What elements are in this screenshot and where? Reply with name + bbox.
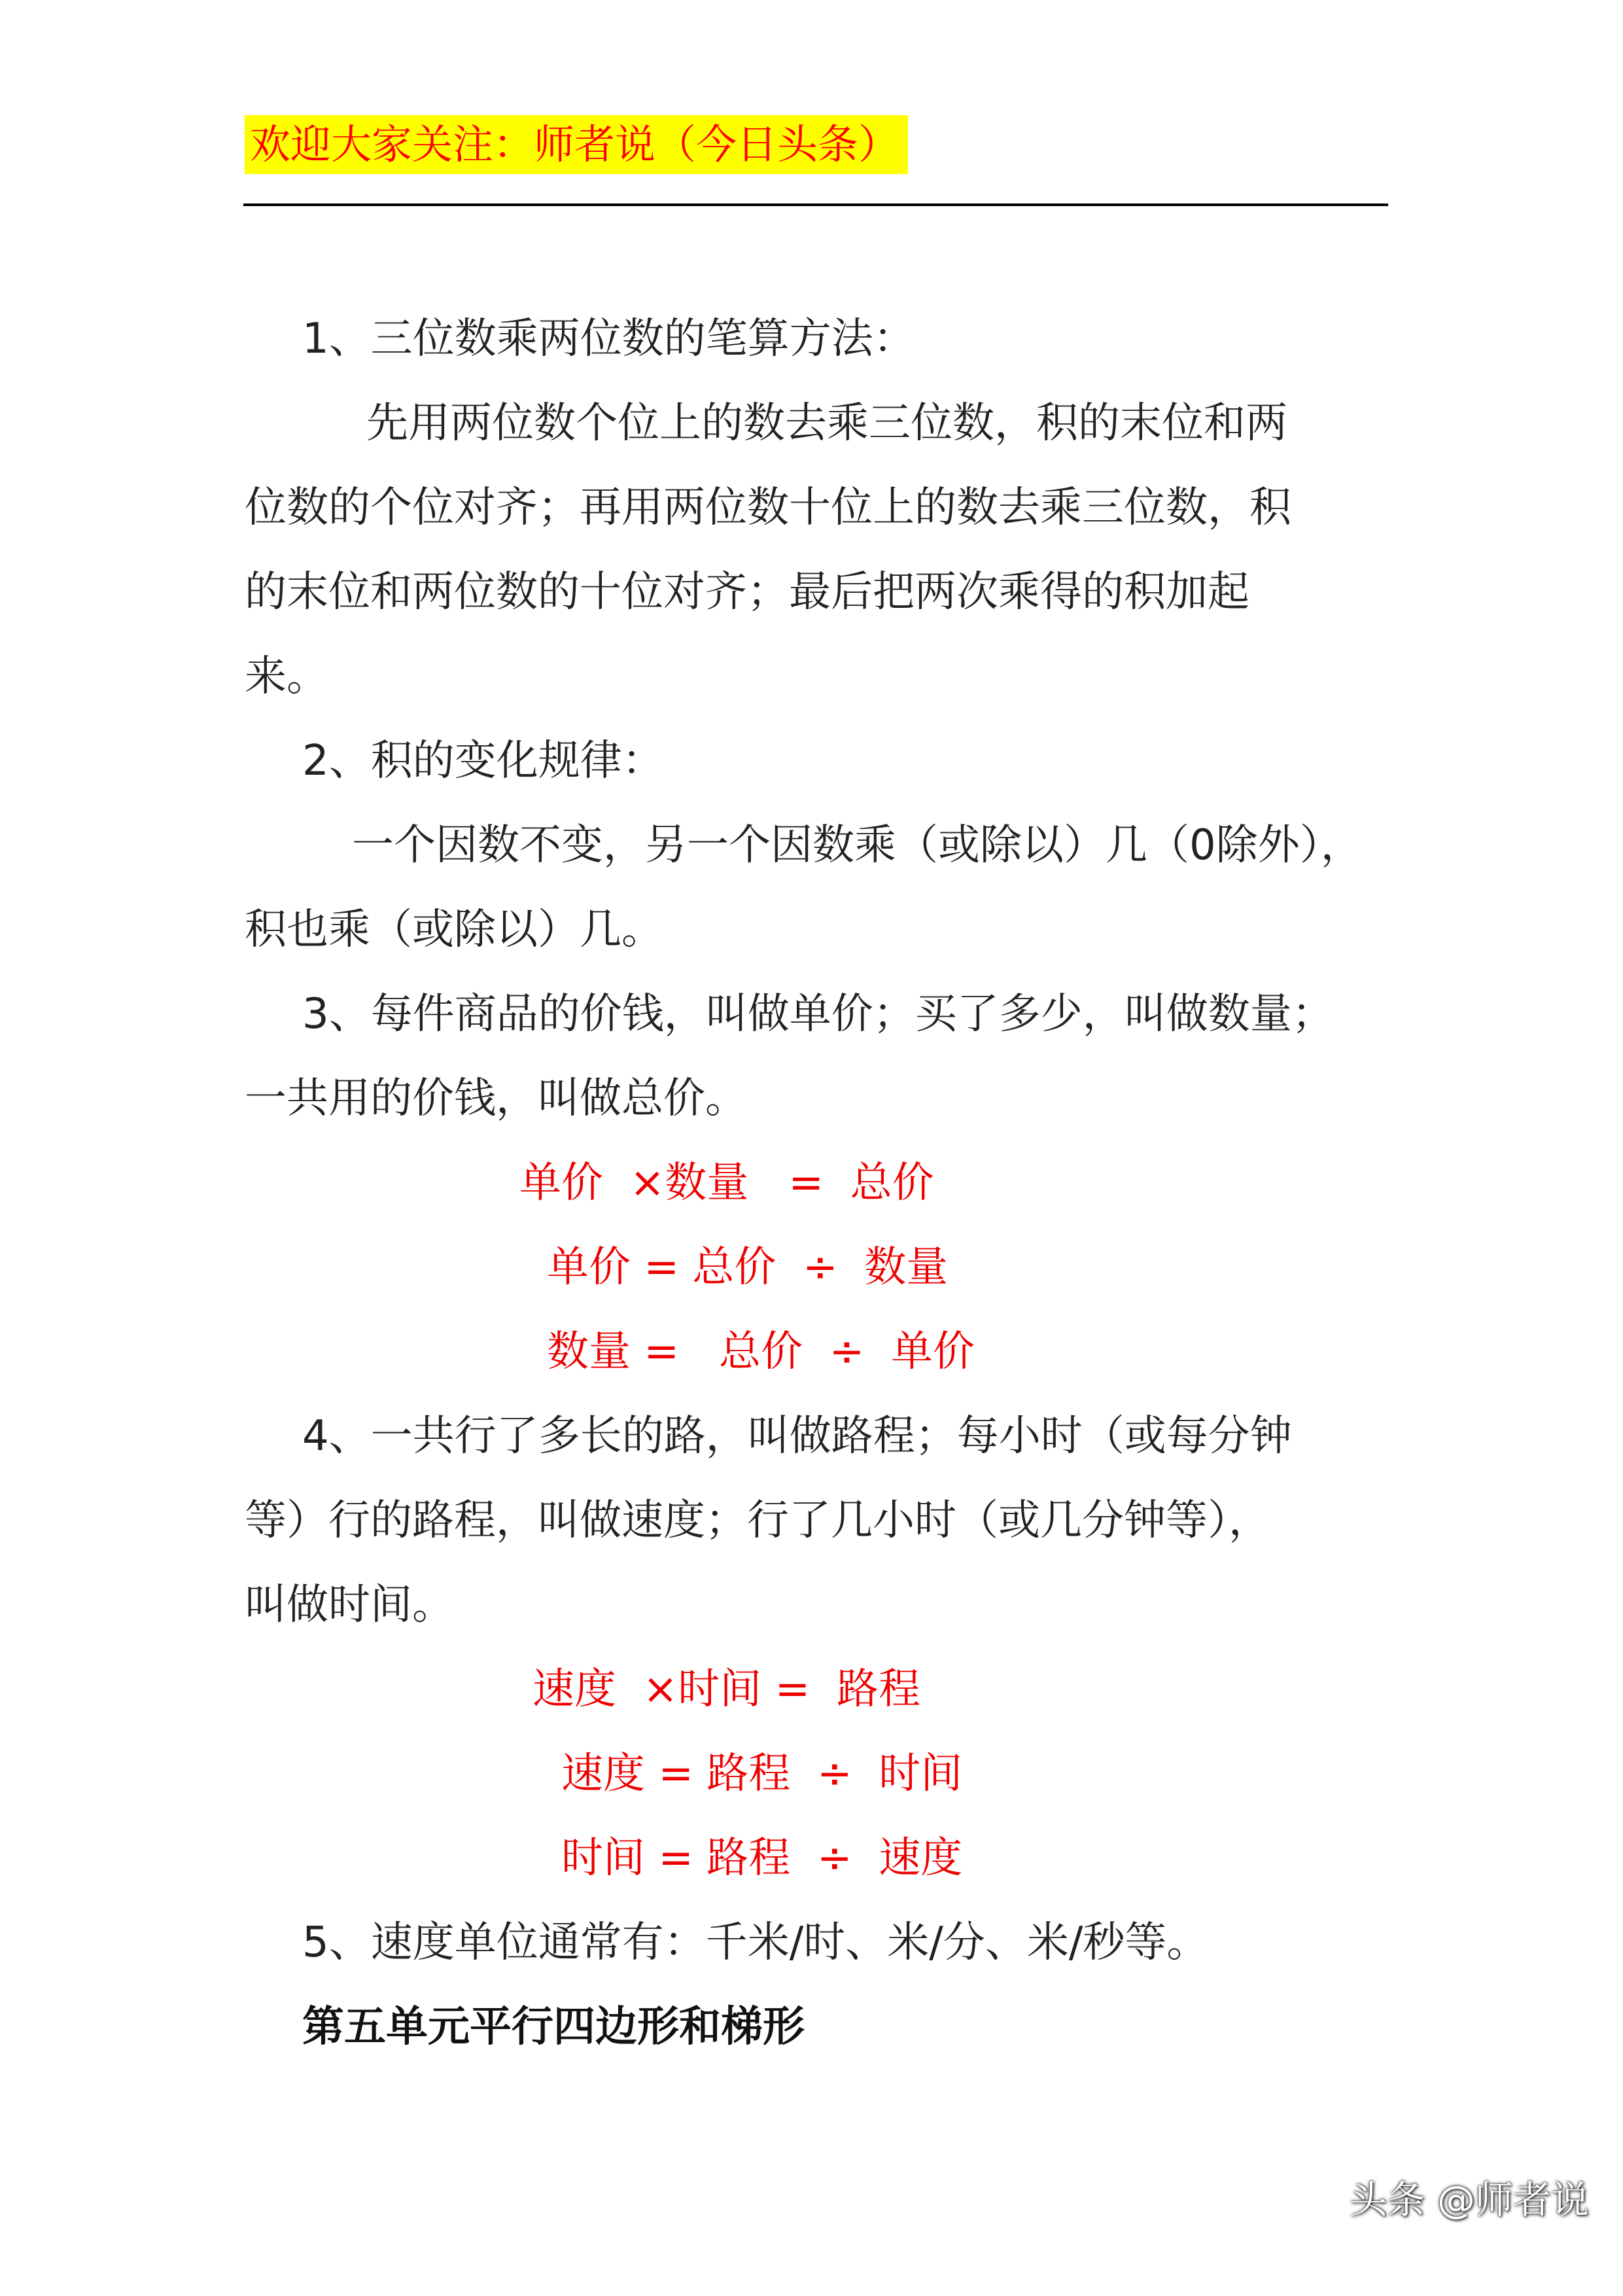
section-3-line: 一共用的价钱，叫做总价。 <box>245 1074 747 1123</box>
header-banner: 欢迎大家关注：师者说（今日头条） <box>245 115 908 174</box>
section-2-line: 一个因数不变，另一个因数乘（或除以）几（0除外）， <box>352 821 1363 870</box>
formula-unit-price: 单价 = 总价 ÷ 数量 <box>547 1243 949 1292</box>
header-divider <box>243 203 1388 206</box>
section-2-title: 2、积的变化规律： <box>302 737 664 785</box>
section-4-line: 叫做时间。 <box>245 1581 454 1629</box>
section-1-line: 位数的个位对齐；再用两位数十位上的数去乘三位数，积 <box>245 484 1291 532</box>
unit-title: 第五单元平行四边形和梯形 <box>302 2003 805 2051</box>
section-1-line: 的末位和两位数的十位对齐；最后把两次乘得的积加起 <box>245 568 1249 616</box>
section-4-line: 4、一共行了多长的路，叫做路程；每小时（或每分钟 <box>302 1412 1292 1460</box>
formula-time: 时间 = 路程 ÷ 速度 <box>561 1834 963 1882</box>
formula-total-price: 单价 ×数量 = 总价 <box>519 1159 934 1207</box>
section-3-line: 3、每件商品的价钱，叫做单价；买了多少，叫做数量； <box>302 990 1334 1038</box>
section-1-line: 先用两位数个位上的数去乘三位数，积的末位和两 <box>366 399 1287 448</box>
section-1-title: 1、三位数乘两位数的笔算方法： <box>302 315 915 363</box>
formula-speed: 速度 = 路程 ÷ 时间 <box>561 1750 963 1798</box>
formula-distance: 速度 ×时间 = 路程 <box>532 1665 920 1714</box>
section-5-line: 5、速度单位通常有：千米/时、米/分、米/秒等。 <box>302 1918 1209 1967</box>
watermark: 头条 @师者说 <box>1349 2178 1589 2222</box>
section-2-line: 积也乘（或除以）几。 <box>245 906 663 954</box>
formula-quantity: 数量 = 总价 ÷ 单价 <box>547 1328 975 1376</box>
section-1-line: 来。 <box>245 652 328 701</box>
section-4-line: 等）行的路程，叫做速度；行了几小时（或几分钟等）， <box>245 1496 1270 1545</box>
